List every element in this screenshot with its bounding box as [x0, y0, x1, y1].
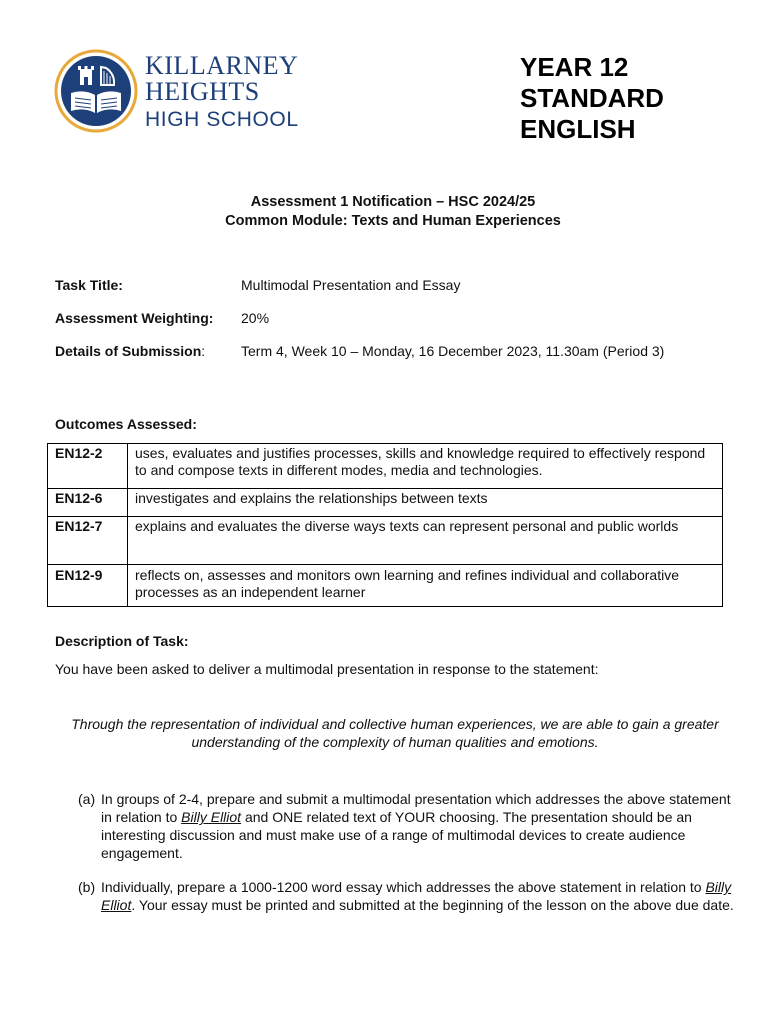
weighting-value: 20%: [241, 310, 270, 326]
task-title-value: Multimodal Presentation and Essay: [241, 277, 461, 293]
task-part-a-text-1: In groups of 2-4, prepare and submit a multimodal presentation which addresses the above statement in relation to: [101, 791, 731, 825]
table-row: [48, 489, 723, 517]
course-title-line1: YEAR 12: [520, 52, 629, 82]
text-title-reference: Billy Elliot: [181, 809, 242, 825]
task-part-b-text: [78, 878, 738, 914]
course-title: [520, 52, 750, 145]
submission-label-wrap: [55, 343, 205, 359]
outcome-description: explains and evaluates the diverse ways texts can represent personal and public worlds: [128, 517, 723, 565]
text-title-reference: Billy Elliot: [101, 879, 732, 913]
table-row: [48, 517, 723, 565]
assessment-title-block: [0, 193, 768, 231]
school-name-line3: HIGH SCHOOL: [145, 108, 299, 131]
assessment-title: Assessment 1 Notification – HSC 2024/25: [250, 194, 536, 210]
outcome-code: EN12-2: [48, 444, 128, 489]
school-name-line1: KILLARNEY: [145, 51, 299, 80]
school-logo: [54, 49, 316, 135]
task-statement: Through the representation of individual and collective human experiences, we are able to gain a greater understanding of the complexity of human qualities and emotions.: [71, 716, 719, 750]
task-part-a-text-2: and ONE related text of YOUR choosing. The presentation should be an interesting discussion and must make use of a range of multimodal devices to create audience engagement.: [101, 809, 692, 861]
submission-row: [55, 343, 745, 376]
outcome-code: EN12-6: [48, 489, 128, 517]
task-part-b-marker: (b): [78, 879, 96, 895]
task-part-b: [78, 878, 738, 914]
submission-label: Details of Submission: [55, 343, 202, 359]
task-title-row: [55, 277, 745, 310]
task-part-a-text: [78, 790, 738, 862]
school-name-line2: HEIGHTS: [145, 77, 260, 106]
description-heading: Description of Task:: [55, 633, 189, 649]
submission-colon: :: [201, 343, 206, 359]
outcome-description: investigates and explains the relationships between texts: [128, 489, 723, 517]
outcome-code: EN12-7: [48, 517, 128, 565]
table-row: [48, 565, 723, 607]
task-part-a-marker: (a): [78, 791, 96, 807]
task-part-b-text-2: . Your essay must be printed and submitted at the beginning of the lesson on the above due date.: [131, 897, 734, 913]
school-name: [145, 53, 299, 133]
submission-value: Term 4, Week 10 – Monday, 16 December 2023, 11.30am (Period 3): [241, 343, 665, 359]
weighting-label: Assessment Weighting:: [55, 310, 214, 326]
outcome-description: reflects on, assesses and monitors own learning and refines individual and collaborative processes as an independent learner: [128, 565, 723, 607]
course-title-line2: STANDARD: [520, 83, 664, 113]
school-crest-icon: [54, 49, 138, 133]
module-title: Common Module: Texts and Human Experiences: [225, 213, 561, 229]
outcome-code: EN12-9: [48, 565, 128, 607]
description-intro: You have been asked to deliver a multimodal presentation in response to the statement:: [55, 661, 599, 677]
task-part-a: [78, 790, 738, 862]
outcomes-table: [47, 443, 723, 607]
outcomes-heading: Outcomes Assessed:: [55, 416, 197, 432]
weighting-row: [55, 310, 745, 343]
course-title-line3: ENGLISH: [520, 114, 636, 144]
table-row: [48, 444, 723, 489]
outcome-description: uses, evaluates and justifies processes, skills and knowledge required to effectively respond to and compose texts in different modes, media and technologies.: [128, 444, 723, 489]
task-title-label: Task Title:: [55, 277, 123, 293]
task-part-b-text-1: Individually, prepare a 1000-1200 word essay which addresses the above statement in relation to: [101, 879, 706, 895]
task-details: [55, 277, 745, 376]
